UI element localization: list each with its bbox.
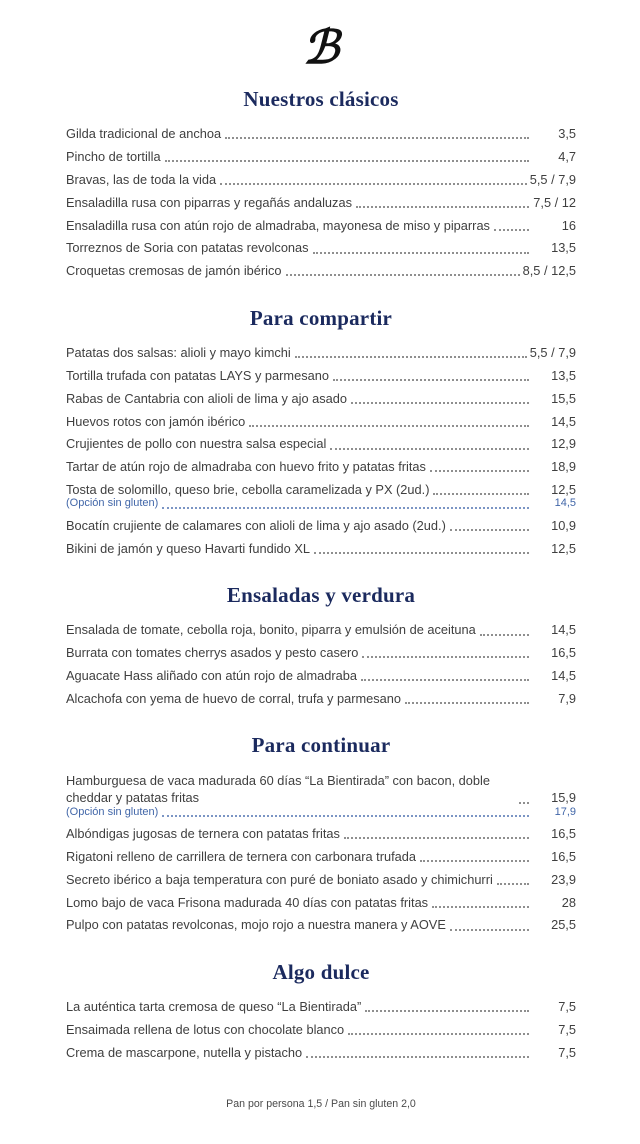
- menu-item-price: 15,5: [551, 390, 576, 406]
- menu-item-row: [66, 1041, 576, 1064]
- dotted-leader: [286, 274, 520, 276]
- menu-item-price: 12,5: [551, 482, 576, 498]
- section-title: Nuestros clásicos: [243, 86, 399, 111]
- menu-item-price: 4,7: [558, 149, 576, 165]
- dotted-leader: [480, 634, 529, 636]
- dotted-leader: [351, 402, 529, 404]
- menu-section: [66, 87, 576, 283]
- section-items: [66, 769, 576, 936]
- menu-item-name: Patatas dos salsas: alioli y mayo kimchi: [66, 345, 291, 361]
- menu-sections: [66, 87, 576, 1065]
- dotted-leader: [344, 837, 529, 839]
- menu-item-row: [66, 891, 576, 914]
- dotted-leader: [295, 356, 527, 358]
- menu-item-row: [66, 387, 576, 410]
- section-items: [66, 342, 576, 560]
- dotted-leader: [420, 860, 529, 862]
- menu-item-row: [66, 1019, 576, 1042]
- menu-item-price: 14,5: [551, 668, 576, 684]
- menu-item-price: 25,5: [551, 917, 576, 933]
- dotted-leader: [249, 425, 529, 427]
- menu-item-name: Tortilla trufada con patatas LAYS y parmesano: [66, 367, 329, 383]
- gluten-free-option-row: [66, 805, 576, 823]
- menu-item-price: 7,5: [558, 1022, 576, 1038]
- dotted-leader: [313, 252, 529, 254]
- menu-section: [66, 306, 576, 560]
- menu-item-row: [66, 868, 576, 891]
- menu-item-name: Tartar de atún rojo de almadraba con huevo frito y patatas fritas: [66, 459, 426, 475]
- menu-item-name: Crujientes de pollo con nuestra salsa especial: [66, 436, 327, 452]
- menu-item-row: [66, 845, 576, 868]
- gluten-free-label: (Opción sin gluten): [66, 805, 159, 818]
- menu-item-row: [66, 665, 576, 688]
- dotted-leader: [330, 448, 529, 450]
- menu-item-name: Pulpo con patatas revolconas, mojo rojo a nuestra manera y AOVE: [66, 917, 446, 933]
- dotted-leader: [450, 529, 529, 531]
- dotted-leader: [162, 507, 529, 509]
- menu-item-row: [66, 619, 576, 642]
- dotted-leader: [432, 906, 529, 908]
- menu-item-price: 12,9: [551, 436, 576, 452]
- dotted-leader: [165, 160, 529, 162]
- bread-note: Pan por persona 1,5 / Pan sin gluten 2,0: [226, 1098, 416, 1111]
- menu-item-price: 12,5: [551, 540, 576, 556]
- brand-logo-script-b: ℬ: [302, 20, 340, 74]
- menu-item-row: [66, 342, 576, 365]
- menu-item-name: Hamburguesa de vaca madurada 60 días “La Bientirada” con bacon, doble cheddar y patatas fritas: [66, 772, 490, 806]
- menu-item-price: 7,9: [558, 690, 576, 706]
- menu-section: [66, 960, 576, 1065]
- menu-item-price: 10,9: [551, 517, 576, 533]
- menu-item-row: [66, 996, 576, 1019]
- menu-item-name: Secreto ibérico a baja temperatura con puré de boniato asado y chimichurri: [66, 871, 493, 887]
- dotted-leader: [348, 1033, 529, 1035]
- dotted-leader: [450, 929, 529, 931]
- section-title: Algo dulce: [272, 959, 370, 984]
- section-title: Ensaladas y verdura: [226, 582, 416, 607]
- dotted-leader: [220, 183, 527, 185]
- menu-item-price: 23,9: [551, 871, 576, 887]
- dotted-leader: [162, 815, 529, 817]
- dotted-leader: [362, 656, 529, 658]
- menu-item-name: Burrata con tomates cherrys asados y pesto casero: [66, 645, 359, 661]
- gluten-free-price: 14,5: [554, 497, 576, 510]
- menu-item-row: [66, 410, 576, 433]
- menu-section: [66, 583, 576, 710]
- menu-item-row: [66, 145, 576, 168]
- menu-item-name: Tosta de solomillo, queso brie, cebolla caramelizada y PX (2ud.): [66, 482, 430, 498]
- dotted-leader: [433, 493, 529, 495]
- dotted-leader: [225, 137, 529, 139]
- menu-item-name: Lomo bajo de vaca Frisona madurada 40 días con patatas fritas: [66, 894, 429, 910]
- menu-item-row: [66, 364, 576, 387]
- menu-item-name: Ensaladilla rusa con atún rojo de almadraba, mayonesa de miso y piparras: [66, 217, 490, 233]
- dotted-leader: [306, 1056, 529, 1058]
- menu-item-row: [66, 642, 576, 665]
- menu-item-row: [66, 123, 576, 146]
- menu-item-price: 3,5: [558, 126, 576, 142]
- dotted-leader: [497, 883, 529, 885]
- menu-item-row: [66, 687, 576, 710]
- menu-item-price: 7,5 / 12: [533, 194, 576, 210]
- section-items: [66, 996, 576, 1065]
- dotted-leader: [361, 679, 529, 681]
- dotted-leader: [494, 229, 529, 231]
- section-items: [66, 619, 576, 710]
- menu-item-row: [66, 168, 576, 191]
- menu-item-price: 8,5 / 12,5: [522, 263, 576, 279]
- menu-item-price: 13,5: [551, 240, 576, 256]
- menu-item-name: Rabas de Cantabria con alioli de lima y ajo asado: [66, 390, 347, 406]
- gluten-free-label: (Opción sin gluten): [66, 497, 159, 510]
- menu-item-name: Ensalada de tomate, cebolla roja, bonito, piparra y emulsión de aceituna: [66, 622, 476, 638]
- menu-item-row: [66, 214, 576, 237]
- menu-item-name: Bikini de jamón y queso Havarti fundido XL: [66, 540, 310, 556]
- menu-item-name: Croquetas cremosas de jamón ibérico: [66, 263, 282, 279]
- menu-item-price: 5,5 / 7,9: [529, 171, 576, 187]
- menu-item-name: Bocatín crujiente de calamares con alioli de lima y ajo asado (2ud.): [66, 517, 446, 533]
- menu-item-row: [66, 514, 576, 537]
- dotted-leader: [356, 206, 529, 208]
- menu-item-name: Huevos rotos con jamón ibérico: [66, 413, 246, 429]
- menu-item-row: [66, 914, 576, 937]
- section-title: Para continuar: [251, 733, 391, 758]
- menu-item-name: Gilda tradicional de anchoa: [66, 126, 222, 142]
- menu-item-name: Rigatoni relleno de carrillera de ternera con carbonara trufada: [66, 848, 416, 864]
- menu-item-price: 14,5: [551, 622, 576, 638]
- menu-item-name: Bravas, las de toda la vida: [66, 171, 217, 187]
- menu-item-name: Pincho de tortilla: [66, 149, 161, 165]
- menu-item-price: 13,5: [551, 367, 576, 383]
- menu-item-row: [66, 456, 576, 479]
- menu-item-row: [66, 260, 576, 283]
- dotted-leader: [365, 1010, 529, 1012]
- menu-item-price: 16,5: [551, 645, 576, 661]
- dotted-leader: [430, 470, 529, 472]
- menu-section: [66, 733, 576, 936]
- menu-item-price: 7,5: [558, 999, 576, 1015]
- gluten-free-price: 17,9: [554, 805, 576, 818]
- menu-item-name: Ensaladilla rusa con piparras y regañás andaluzas: [66, 194, 352, 210]
- menu-item-price: 15,9: [551, 790, 576, 806]
- menu-item-row: [66, 823, 576, 846]
- section-title: Para compartir: [249, 305, 393, 330]
- menu-item-price: 28: [561, 894, 576, 910]
- menu-item-price: 16,5: [551, 848, 576, 864]
- menu-item-price: 16: [561, 217, 576, 233]
- menu-item-row: [66, 433, 576, 456]
- menu-item-price: 18,9: [551, 459, 576, 475]
- menu-item-name: Alcachofa con yema de huevo de corral, trufa y parmesano: [66, 690, 402, 706]
- gluten-free-option-row: [66, 496, 576, 514]
- menu-item-price: 16,5: [551, 826, 576, 842]
- menu-item-name: Torreznos de Soria con patatas revolconas: [66, 240, 309, 256]
- menu-item-row: [66, 237, 576, 260]
- menu-item-price: 7,5: [558, 1045, 576, 1060]
- menu-item-name: Ensaimada rellena de lotus con chocolate blanco: [66, 1022, 345, 1038]
- menu-item-name: Albóndigas jugosas de ternera con patatas fritas: [66, 826, 340, 842]
- menu-item-row: [66, 191, 576, 214]
- menu-item-name: Aguacate Hass aliñado con atún rojo de almadraba: [66, 668, 357, 684]
- menu-item-price: 14,5: [551, 413, 576, 429]
- menu-item-price: 5,5 / 7,9: [529, 345, 576, 361]
- dotted-leader: [405, 702, 529, 704]
- dotted-leader: [333, 379, 529, 381]
- menu-item-row: [66, 537, 576, 560]
- dotted-leader: [519, 802, 529, 804]
- menu-item-name: La auténtica tarta cremosa de queso “La Bientirada”: [66, 999, 362, 1015]
- menu-item-name: Crema de mascarpone, nutella y pistacho: [66, 1045, 303, 1060]
- menu-item-row: [66, 769, 576, 810]
- section-items: [66, 123, 576, 283]
- dotted-leader: [314, 552, 529, 554]
